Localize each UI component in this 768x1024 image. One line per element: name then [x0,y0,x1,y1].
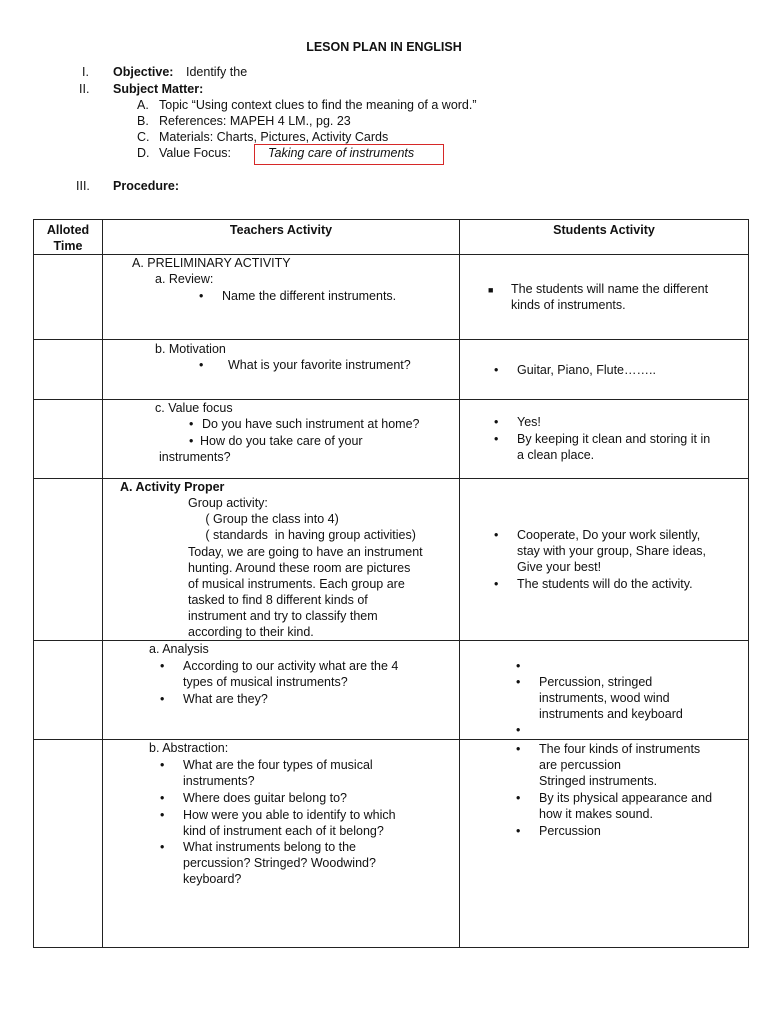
item-letter: B. [137,114,149,128]
section-num-procedure: III. [76,179,90,193]
header-time-line2: Time [53,239,83,253]
student-text-continued: a clean place. [517,448,595,462]
abstraction-label: b. Abstraction: [149,741,229,755]
student-cell [460,740,749,948]
teacher-cell [103,641,460,740]
item-letter: A. [137,98,149,112]
student-text-continued: stay with your group, Share ideas, [517,544,706,558]
value-focus-label: Value Focus: [159,146,232,160]
list-item: • Yes! [494,415,541,429]
activity-line: of musical instruments. Each group are [188,577,405,591]
list-item: • Name the different instruments. [199,289,397,303]
materials-text: Materials: Charts, Pictures, Activity Cards [159,130,389,144]
activity-line: Group activity: [188,496,268,510]
student-text-continued: instruments, wood wind [539,691,670,705]
teacher-cell [103,479,460,641]
time-cell [34,255,103,340]
student-text-continued: are percussion [539,758,621,772]
objective-value: Identify the [186,65,248,79]
teacher-text-continued: keyboard? [183,872,242,886]
student-cell [460,340,749,400]
value-focus-value: Taking care of instruments [268,146,415,160]
teacher-text-continued: types of musical instruments? [183,675,348,689]
list-item: ■ The students will name the different [488,282,709,296]
list-item: • The students will do the activity. [494,577,693,591]
list-item: • By keeping it clean and storing it in [494,432,711,446]
item-letter: D. [137,146,150,160]
document-title: LESON PLAN IN ENGLISH [306,40,462,54]
motivation-label: b. Motivation [155,342,226,356]
student-cell [460,400,749,479]
student-text-continued: how it makes sound. [539,807,653,821]
time-cell [34,400,103,479]
list-item: • [516,659,521,673]
list-item: • What is your favorite instrument? [199,358,411,372]
procedure-label: Procedure: [113,179,179,193]
list-item: • The four kinds of instruments [516,742,701,756]
student-text: Stringed instruments. [539,774,658,788]
time-cell [34,740,103,948]
topic-text: Topic “Using context clues to find the meaning of a word.” [159,98,477,112]
list-item: • What instruments belong to the [160,840,357,854]
list-item: • By its physical appearance and [516,791,713,805]
table-header-row [34,220,749,255]
activity-line: according to their kind. [188,625,314,639]
student-text-continued: Give your best! [517,560,602,574]
section-num-subject: II. [79,82,90,96]
list-item: • How do you take care of your [189,434,363,448]
preliminary-activity-heading: A. PRELIMINARY ACTIVITY [132,256,291,270]
activity-line: ( standards in having group activities) [188,528,416,542]
list-item: • Guitar, Piano, Flute…….. [494,363,656,377]
value-focus-heading: c. Value focus [155,401,233,415]
activity-line: Today, we are going to have an instrument [188,545,423,559]
activity-proper-heading: A. Activity Proper [120,480,225,494]
list-item: • What are they? [160,692,268,706]
list-item: • According to our activity what are the 4 [160,659,399,673]
list-item: • Percussion, stringed [516,675,653,689]
activity-line: tasked to find 8 different kinds of [188,593,368,607]
list-item: • Where does guitar belong to? [160,791,347,805]
time-cell [34,479,103,641]
teacher-text-continued: kind of instrument each of it belong? [183,824,384,838]
teacher-cell [103,400,460,479]
header-teacher-text: Teachers Activity [229,223,333,237]
item-letter: C. [137,130,150,144]
header-alloted-time [34,220,103,255]
activity-line: instrument and try to classify them [188,609,378,623]
header-students-text: Students Activity [553,223,655,237]
list-item: • Cooperate, Do your work silently, [494,528,701,542]
student-cell [460,641,749,740]
list-item: • Percussion [516,824,601,838]
activity-line: hunting. Around these room are pictures [188,561,411,575]
teacher-text-continued: percussion? Stringed? Woodwind? [183,856,376,870]
header-teachers-activity [103,220,460,255]
list-item: • Do you have such instrument at home? [189,417,420,431]
subject-matter-label: Subject Matter: [113,82,204,96]
list-item: • [516,723,521,737]
references-text: References: MAPEH 4 LM., pg. 23 [159,114,351,128]
table-row [34,255,749,340]
teacher-cell [103,340,460,400]
student-cell [460,479,749,641]
teacher-text-continued: instruments? [159,450,231,464]
teacher-text-continued: instruments? [183,774,255,788]
table-row [34,479,749,641]
header-time-line1: Alloted [46,223,90,237]
teacher-cell [103,255,460,340]
analysis-label: a. Analysis [149,642,209,656]
table-row [34,400,749,479]
lesson-plan-table [33,219,749,948]
review-label: a. Review: [155,272,214,286]
table-row [34,641,749,740]
time-cell [34,340,103,400]
teacher-cell [103,740,460,948]
list-item: • How were you able to identify to which [160,808,396,822]
table-row [34,340,749,400]
activity-line: ( Group the class into 4) [188,512,339,526]
student-text-continued: instruments and keyboard [539,707,683,721]
header-students-activity [460,220,749,255]
student-cell [460,255,749,340]
objective-label: Objective: [113,65,174,79]
time-cell [34,641,103,740]
student-text-continued: kinds of instruments. [511,298,626,312]
list-item: • What are the four types of musical [160,758,373,772]
section-num-objective: I. [82,65,89,79]
table-row [34,740,749,948]
